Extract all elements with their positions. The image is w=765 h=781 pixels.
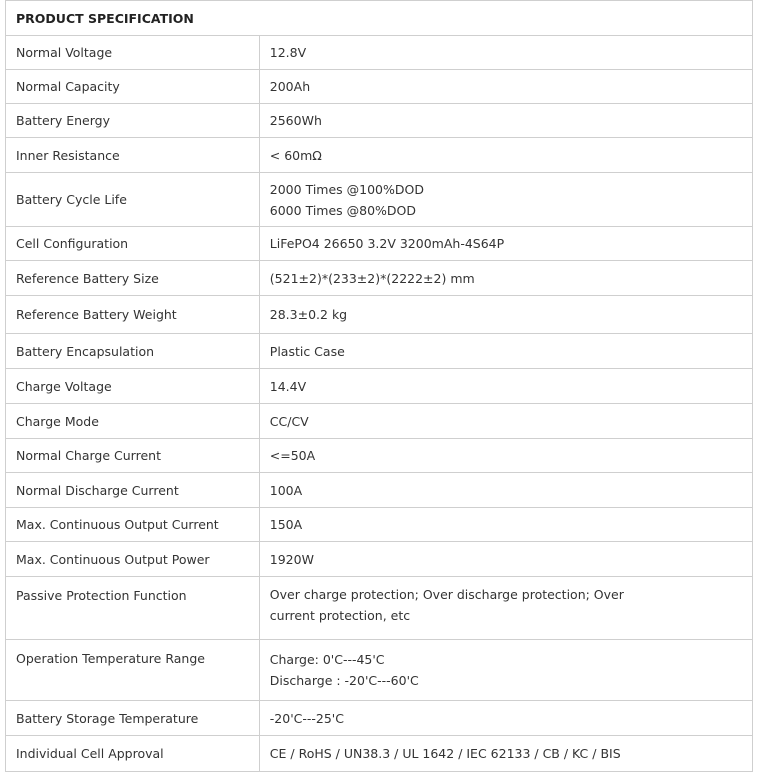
spec-label: Battery Energy (6, 104, 260, 138)
spec-label: Operation Temperature Range (6, 640, 260, 701)
spec-value-line: current protection, etc (269, 608, 411, 623)
spec-value: 2560Wh (259, 104, 752, 138)
table-row (6, 173, 753, 227)
table-row (6, 296, 753, 334)
spec-value-line: Discharge : -20'C---60'C (269, 673, 419, 688)
spec-value: -20'C---25'C (259, 701, 752, 736)
spec-value: 1920W (259, 542, 752, 577)
spec-value-line: 6000 Times @80%DOD (269, 202, 417, 218)
table-header-row (6, 1, 753, 36)
spec-value: CE / RoHS / UN38.3 / UL 1642 / IEC 62133 / CB / KC / BIS (259, 736, 752, 772)
spec-value: CC/CV (259, 404, 752, 439)
spec-label: Max. Continuous Output Current (6, 508, 260, 542)
table-row (6, 404, 753, 439)
table-row (6, 36, 753, 70)
spec-value-line: 2000 Times @100%DOD (269, 181, 424, 197)
spec-label: Reference Battery Size (6, 261, 260, 296)
table-title: PRODUCT SPECIFICATION (6, 1, 753, 36)
table-row (6, 261, 753, 296)
spec-value-line: Charge: 0'C---45'C (269, 652, 385, 667)
spec-value: (521±2)*(233±2)*(2222±2) mm (259, 261, 752, 296)
spec-label: Normal Discharge Current (6, 473, 260, 508)
table-row (6, 227, 753, 261)
spec-label: Individual Cell Approval (6, 736, 260, 772)
spec-label: Battery Encapsulation (6, 334, 260, 369)
spec-value: 100A (259, 473, 752, 508)
spec-value: LiFePO4 26650 3.2V 3200mAh-4S64P (259, 227, 752, 261)
table-row (6, 508, 753, 542)
table-row (6, 439, 753, 473)
table-row (6, 577, 753, 640)
table-row (6, 542, 753, 577)
spec-label: Cell Configuration (6, 227, 260, 261)
spec-value: <=50A (259, 439, 752, 473)
spec-label: Charge Mode (6, 404, 260, 439)
spec-value-line: Over charge protection; Over discharge protection; Over (269, 587, 624, 602)
spec-value: 12.8V (259, 36, 752, 70)
spec-value: 14.4V (259, 369, 752, 404)
spec-value: 200Ah (259, 70, 752, 104)
table-row (6, 736, 753, 772)
table-row (6, 138, 753, 173)
spec-label: Charge Voltage (6, 369, 260, 404)
table-row (6, 70, 753, 104)
table-row (6, 701, 753, 736)
table-row (6, 369, 753, 404)
spec-value: 150A (259, 508, 752, 542)
spec-label: Battery Cycle Life (6, 173, 260, 227)
spec-value (259, 640, 752, 701)
spec-value: 28.3±0.2 kg (259, 296, 752, 334)
spec-label: Max. Continuous Output Power (6, 542, 260, 577)
product-specification-table (5, 0, 753, 772)
table-row (6, 104, 753, 138)
spec-label: Battery Storage Temperature (6, 701, 260, 736)
table-row (6, 334, 753, 369)
spec-label: Normal Capacity (6, 70, 260, 104)
spec-label: Inner Resistance (6, 138, 260, 173)
table-row (6, 473, 753, 508)
spec-value (259, 577, 752, 640)
spec-label: Passive Protection Function (6, 577, 260, 640)
spec-value (259, 173, 752, 227)
table-row (6, 640, 753, 701)
spec-label: Reference Battery Weight (6, 296, 260, 334)
spec-value: < 60mΩ (259, 138, 752, 173)
spec-label: Normal Charge Current (6, 439, 260, 473)
spec-value: Plastic Case (259, 334, 752, 369)
spec-label: Normal Voltage (6, 36, 260, 70)
